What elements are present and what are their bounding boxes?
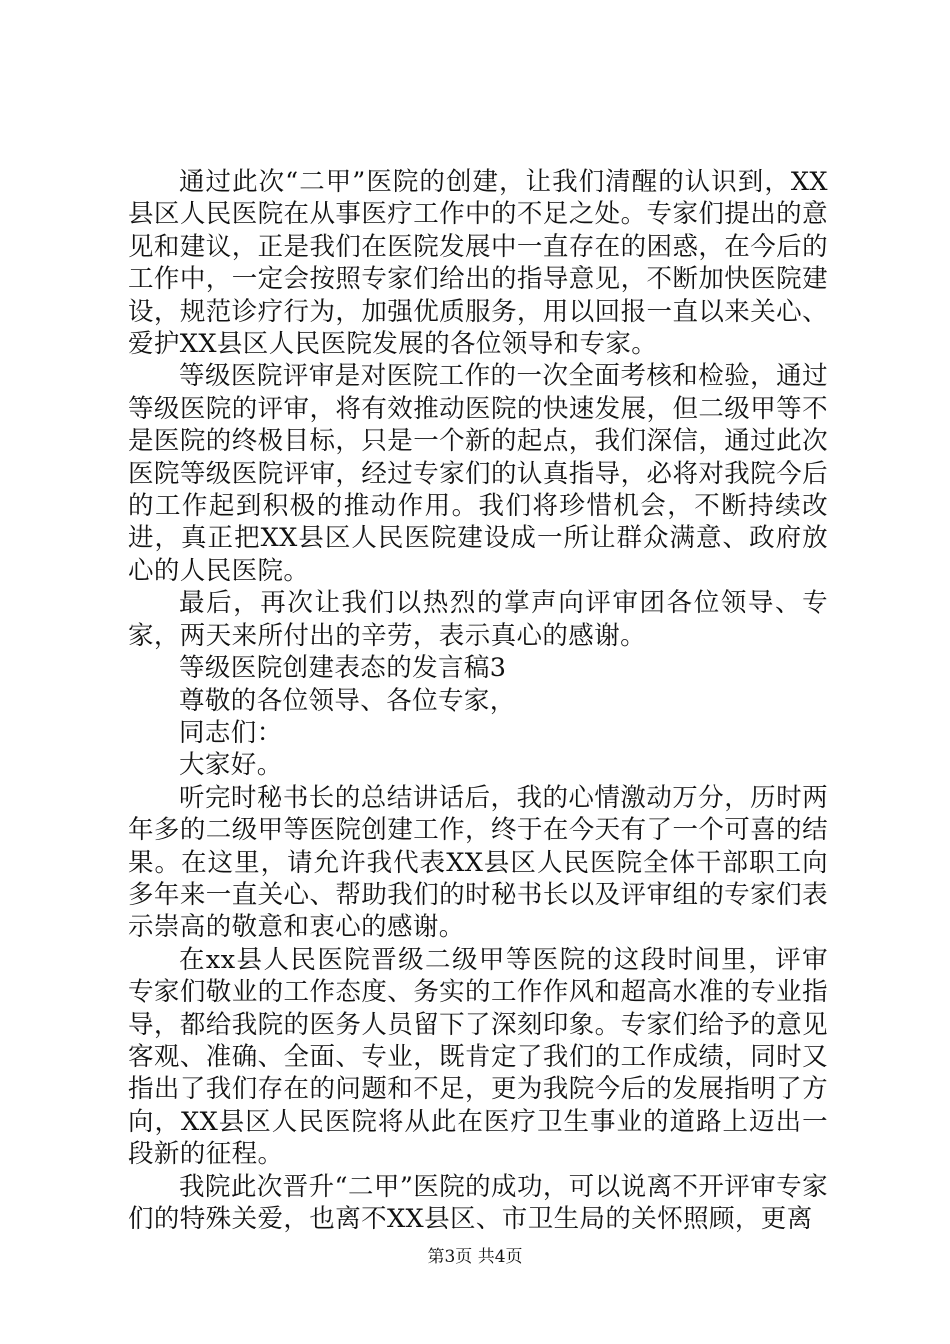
- paragraph: 听完时秘书长的总结讲话后，我的心情激动万分，历时两年多的二级甲等医院创建工作，终于在今天有了一个可喜的结果。在这里，请允许我代表XX县区人民医院全体干部职工向多年来一直关心、帮助我们的时秘书长以及评审组的专家们表示崇高的敬意和衷心的感谢。: [128, 782, 828, 943]
- salutation: 同志们：: [179, 717, 283, 748]
- paragraph: 我院此次晋升“二甲”医院的成功，可以说离不开评审专家们的特殊关爱，也离不XX县区、市卫生局的关怀照顾，更离: [128, 1171, 828, 1234]
- paragraph: 最后，再次让我们以热烈的掌声向评审团各位领导、专家，两天来所付出的辛劳，表示真心的感谢。: [128, 588, 828, 651]
- paragraph: 在xx县人民医院晋级二级甲等医院的这段时间里，评审专家们敬业的工作态度、务实的工作作风和超高水准的专业指导，都给我院的医务人员留下了深刻印象。专家们给予的意见客观、准确、全面、专业，既肯定了我们的工作成绩，同时又指出了我们存在的问题和不足，更为我院今后的发展指明了方向，XX县区人民医院将从此在医疗卫生事业的道路上迈出一段新的征程。: [128, 944, 828, 1170]
- salutation: 尊敬的各位领导、各位专家，: [179, 685, 516, 716]
- page-footer: 第3页 共4页: [427, 1247, 523, 1267]
- paragraph: 等级医院评审是对医院工作的一次全面考核和检验，通过等级医院的评审，将有效推动医院的快速发展，但二级甲等不是医院的终极目标，只是一个新的起点，我们深信，通过此次医院等级医院评审，经过专家们的认真指导，必将对我院今后的工作起到积极的推动作用。我们将珍惜机会，不断持续改进，真正把XX县区人民医院建设成一所让群众满意、政府放心的人民医院。: [128, 361, 828, 586]
- paragraph: 通过此次“二甲”医院的创建，让我们清醒的认识到，XX县区人民医院在从事医疗工作中的不足之处。专家们提出的意见和建议，正是我们在医院发展中一直存在的困惑，在今后的工作中，一定会按照专家们给出的指导意见，不断加快医院建设，规范诊疗行为，加强优质服务，用以回报一直以来关心、爱护XX县区人民医院发展的各位领导和专家。: [128, 167, 828, 360]
- greeting: 大家好。: [179, 750, 283, 781]
- document-body: [128, 166, 828, 1235]
- section-heading: 等级医院创建表态的发言稿3: [179, 653, 507, 684]
